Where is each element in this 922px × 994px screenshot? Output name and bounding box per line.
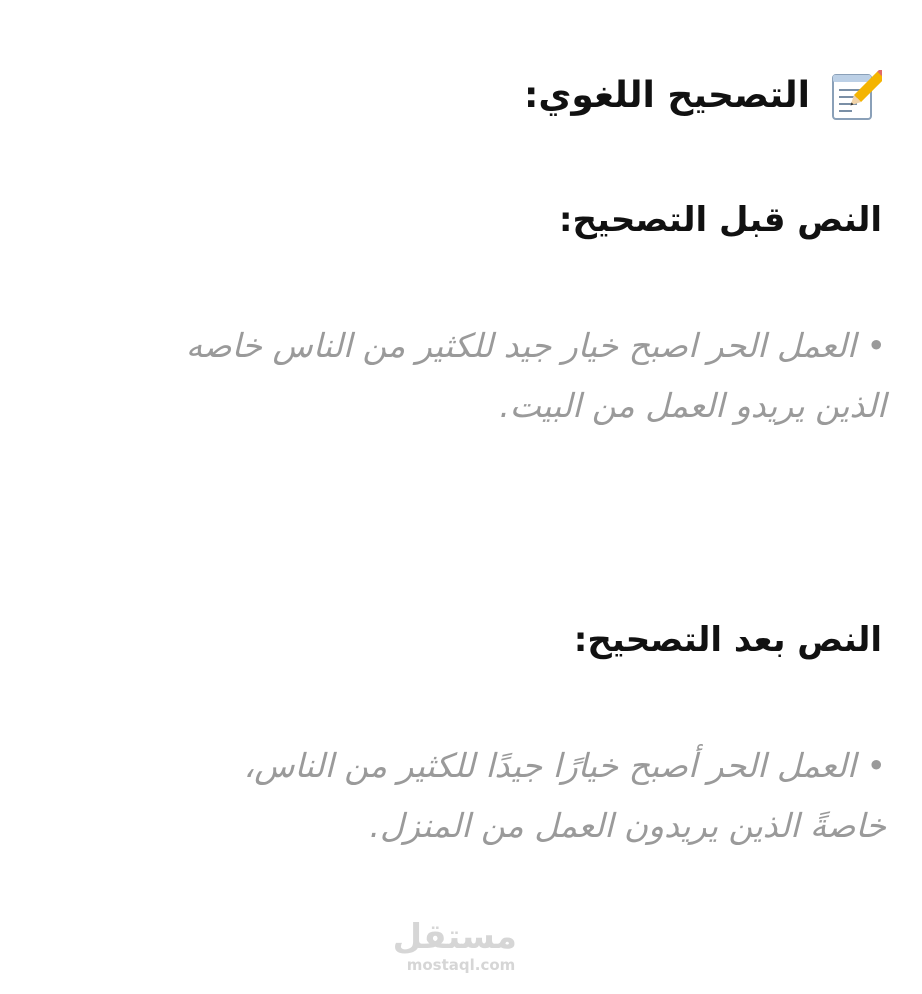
before-heading: النص قبل التصحيح:: [558, 200, 882, 240]
after-line: خاصةً الذين يريدون العمل من المنزل.: [369, 806, 886, 845]
page-title: التصحيح اللغوي:: [524, 75, 810, 117]
title-row: [524, 70, 882, 122]
after-line: • العمل الحر أصبح خيارًا جيدًا للكثير من الناس،: [243, 746, 886, 785]
watermark-logo: مستقل: [392, 917, 517, 957]
after-paragraph: [36, 736, 886, 856]
before-paragraph: [36, 316, 886, 436]
before-line: • العمل الحر اصبح خيار جيد للكثير من الناس خاصه: [185, 326, 886, 365]
memo-pencil-icon: [830, 70, 882, 122]
before-line: الذين يريدو العمل من البيت.: [499, 386, 886, 425]
after-heading: النص بعد التصحيح:: [573, 620, 882, 660]
mostaql-watermark: [392, 917, 517, 974]
watermark-url: mostaql.com: [406, 956, 516, 974]
